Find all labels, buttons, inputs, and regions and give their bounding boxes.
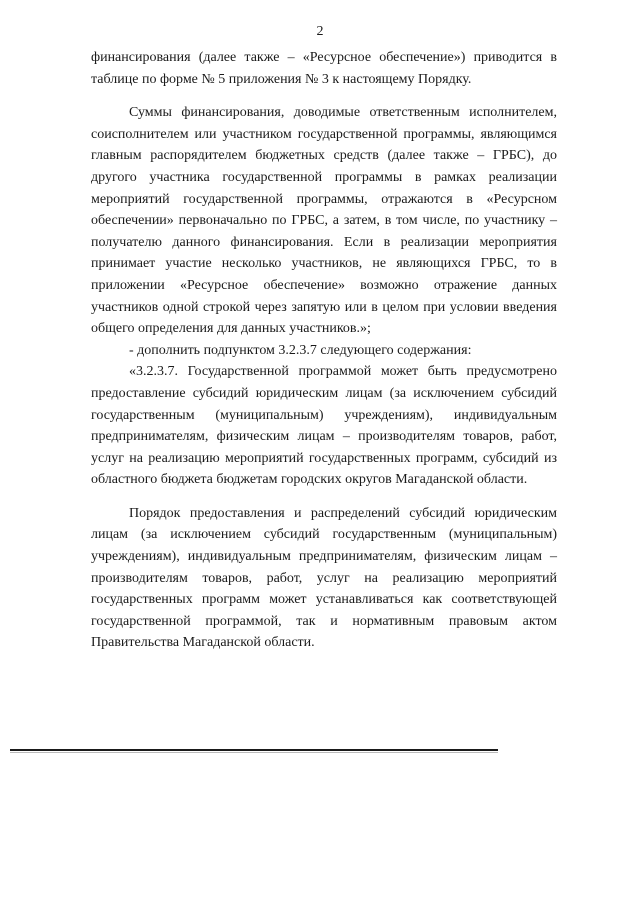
paragraph-financing-sums: Суммы финансирования, доводимые ответственным исполнителем, соисполнителем или участником государственной программы, являющимся главным распорядителем бюджетных средств (далее также – ГРБС), до другого участника государственной программы в рамках реализации мероприятий государственной программы, отражаются в «Ресурсном обеспечении» первоначально по ГРБС, а затем, в том числе, по участнику – получателю данного финансирования. Если в реализации мероприятия принимает участие несколько участников, не являющихся ГРБС, то в приложении «Ресурсное обеспечение» возможно отражение данных участников одной строкой через запятую или в целом при условии введения общего определения для данных участников.»; [91, 105, 557, 337]
paragraph-subsidies-procedure: Порядок предоставления и распределений субсидий юридическим лицам (за исключением субсидий государственным (муниципальным) учреждениям), индивидуальным предпринимателям, физическим лицам – производителям товаров, работ, услуг на реализацию мероприятий государственных программ может устанавливаться как соответствующей государственной программой, так и нормативным правовым актом Правительства Магаданской области. [91, 505, 557, 651]
page-number: 2 [316, 24, 324, 39]
paragraph-financing-table: финансирования (далее также – «Ресурсное обеспечение») приводится в таблице по форме № 5 приложения № 3 к настоящему Порядку. [91, 50, 557, 87]
paragraph-amendment-intro: - дополнить подпунктом 3.2.3.7 следующего содержания: [129, 342, 472, 358]
paragraph-subsidies-provision: «3.2.3.7. Государственной программой может быть предусмотрено предоставление субсидий юридическим лицам (за исключением субсидий государственным (муниципальным) учреждениям), индивидуальным предпринимателям, физическим лицам – производителям товаров, работ, услуг на реализацию мероприятий государственных программ, субсидий из областного бюджета бюджетам городских округов Магаданской области. [91, 364, 557, 488]
footer-rule [10, 749, 498, 751]
document-body [91, 47, 557, 654]
